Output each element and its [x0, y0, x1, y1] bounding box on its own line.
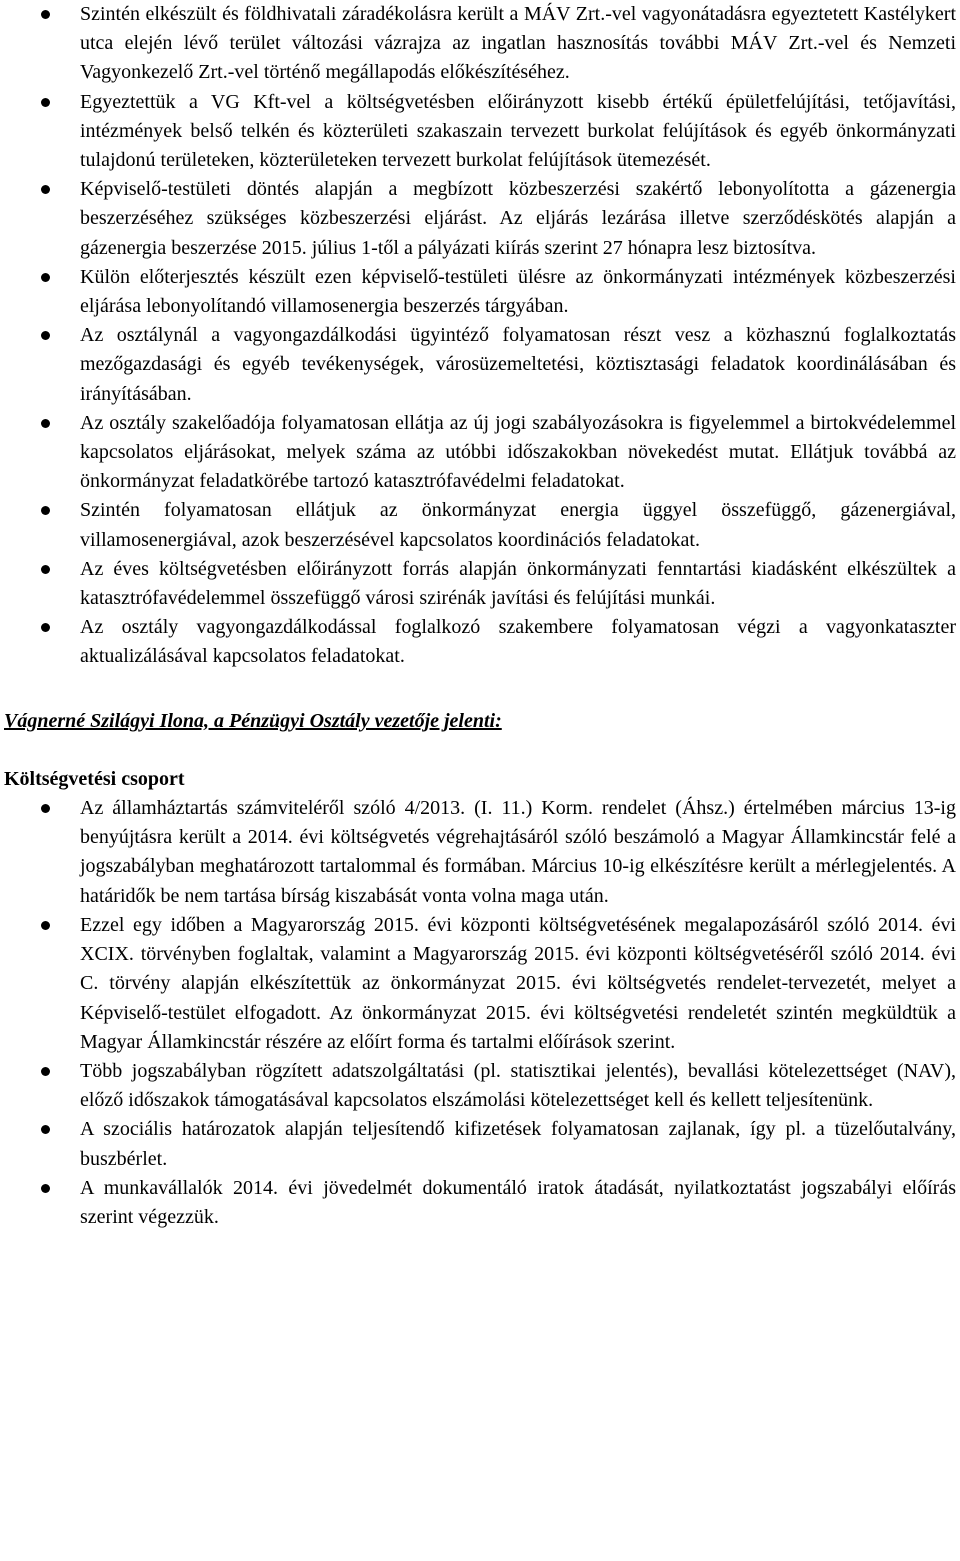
list-item [4, 794, 956, 911]
group-heading: Költségvetési csoport [4, 767, 185, 790]
list-item [4, 88, 956, 176]
bullet-icon [41, 331, 50, 340]
list-item [4, 1057, 956, 1115]
list-item-text: Ezzel egy időben a Magyarország 2015. évi központi költségvetésének megalapozásáról szóló 2014. évi XCIX. törvényben foglaltak, valamint a Magyarország 2015. évi központi költségvetéséről szóló 2014. évi C. törvény alapján elkészítettük az önkormányzat 2015. évi költségvetés rendelet-tervezetét, melyet a Képviselő-testület elfogadott. Az önkormányzat 2015. évi költségvetési rendeletét szintén megküldtük a Magyar Államkincstár részére az előírt forma és tartalmi előírások szerint. [80, 913, 956, 1053]
list-item [4, 613, 956, 671]
list-item-text: Az osztálynál a vagyongazdálkodási ügyintéző folyamatosan részt vesz a közhasznú foglalkoztatás mezőgazdasági és egyéb tevékenységek, városüzemeltetési, köztisztasági feladatok koordinálásában és irányításában. [80, 324, 956, 405]
list-item [4, 496, 956, 554]
bullet-icon [41, 273, 50, 282]
task-list-property [4, 0, 956, 672]
list-item-text: A szociális határozatok alapján teljesítendő kifizetések folyamatosan zajlanak, így pl. a tüzelőutalvány, buszbérlet. [80, 1118, 956, 1170]
list-item [4, 1174, 956, 1232]
list-item-text: Az éves költségvetésben előirányzott forrás alapján önkormányzati fenntartási kiadásként elkészültek a katasztrófavédelemmel összefüggő városi szirénák javítási és felújítási munkái. [80, 557, 956, 610]
list-item [4, 0, 956, 88]
list-item-text: Több jogszabályban rögzített adatszolgáltatási (pl. statisztikai jelentés), bevallási kötelezettséget (NAV), előző időszakok támogatásával kapcsolatos elszámolási kötelezettséget kell és kellett teljesítenünk. [80, 1059, 956, 1112]
report-heading: Vágnerné Szilágyi Ilona, a Pénzügyi Osztály vezetője jelenti: [4, 709, 502, 732]
bullet-icon [41, 98, 50, 107]
bullet-icon [41, 185, 50, 194]
list-item [4, 1115, 956, 1173]
bullet-icon [41, 921, 50, 930]
list-item-text: Szintén elkészült és földhivatali záradékolásra került a MÁV Zrt.-vel vagyonátadásra egyeztetett Kastélykert utca elején lévő terület változási vázrajza az ingatlan hasznosítás további MÁV Zrt.-vel és Nemzeti Vagyonkezelő Zrt.-vel történő megállapodás előkészítéséhez. [80, 3, 956, 84]
list-item-text: Szintén folyamatosan ellátjuk az önkormányzat energia üggyel összefüggő, gázenergiával, villamosenergiával, azok beszerzésével kapcsolatos koordinációs feladatokat. [80, 499, 956, 551]
bullet-icon [41, 623, 50, 632]
list-item-text: Képviselő-testületi döntés alapján a megbízott közbeszerzési szakértő lebonyolította a gázenergia beszerzéséhez szükséges közbeszerzési eljárást. Az eljárás lezárása illetve szerződéskötés alapján a gázenergia beszerzése 2015. július 1-től a pályázati kiírás szerint 27 hónapra lesz biztosítva. [80, 178, 956, 259]
list-item-text: Egyeztettük a VG Kft-vel a költségvetésben előirányzott kisebb értékű épületfelújítási, tetőjavítási, intézmények belső telkén és közterületi szakaszain tervezett burkolat felújítások és egyéb önkormányzati tulajdonú területeken, közterületeken tervezett burkolat felújítások ütemezését. [80, 90, 956, 172]
list-item-text: A munkavállalók 2014. évi jövedelmét dokumentáló iratok átadását, nyilatkoztatást jogszabályi előírás szerint végezzük. [80, 1176, 956, 1228]
bullet-icon [41, 565, 50, 574]
list-item-text: Külön előterjesztés készült ezen képviselő-testületi ülésre az önkormányzati intézmények közbeszerzési eljárása lebonyolítandó villamosenergia beszerzés tárgyában. [80, 265, 956, 318]
list-item [4, 175, 956, 263]
list-item [4, 409, 956, 497]
list-item [4, 263, 956, 321]
list-item-text: Az államháztartás számviteléről szóló 4/2013. (I. 11.) Korm. rendelet (Áhsz.) értelmében március 13-ig benyújtásra került a 2014. évi költségvetés végrehajtásáról szóló beszámoló a Magyar Államkincstár felé a jogszabályban meghatározott tartalommal és formában. Március 10-ig elkészítésre került a mérlegjelentés. A határidők be nem tartása bírság kiszabását vonta volna maga után. [80, 797, 956, 907]
bullet-icon [41, 506, 50, 515]
list-item [4, 321, 956, 409]
bullet-icon [41, 1184, 50, 1193]
bullet-icon [41, 1067, 50, 1076]
bullet-icon [41, 10, 50, 19]
list-item-text: Az osztály vagyongazdálkodással foglalkozó szakembere folyamatosan végzi a vagyonkataszter aktualizálásával kapcsolatos feladatokat. [80, 616, 956, 668]
list-item-text: Az osztály szakelőadója folyamatosan ellátja az új jogi szabályozásokra is figyelemmel a birtokvédelemmel kapcsolatos eljárásokat, melyek száma az utóbbi időszakokban növekedést mutat. Ellátjuk továbbá az önkormányzat feladatkörébe tartozó katasztrófavédelmi feladatokat. [80, 411, 956, 493]
list-item [4, 911, 956, 1057]
bullet-icon [41, 419, 50, 428]
bullet-icon [41, 804, 50, 813]
list-item [4, 555, 956, 613]
task-list-budget [4, 794, 956, 1232]
bullet-icon [41, 1125, 50, 1134]
